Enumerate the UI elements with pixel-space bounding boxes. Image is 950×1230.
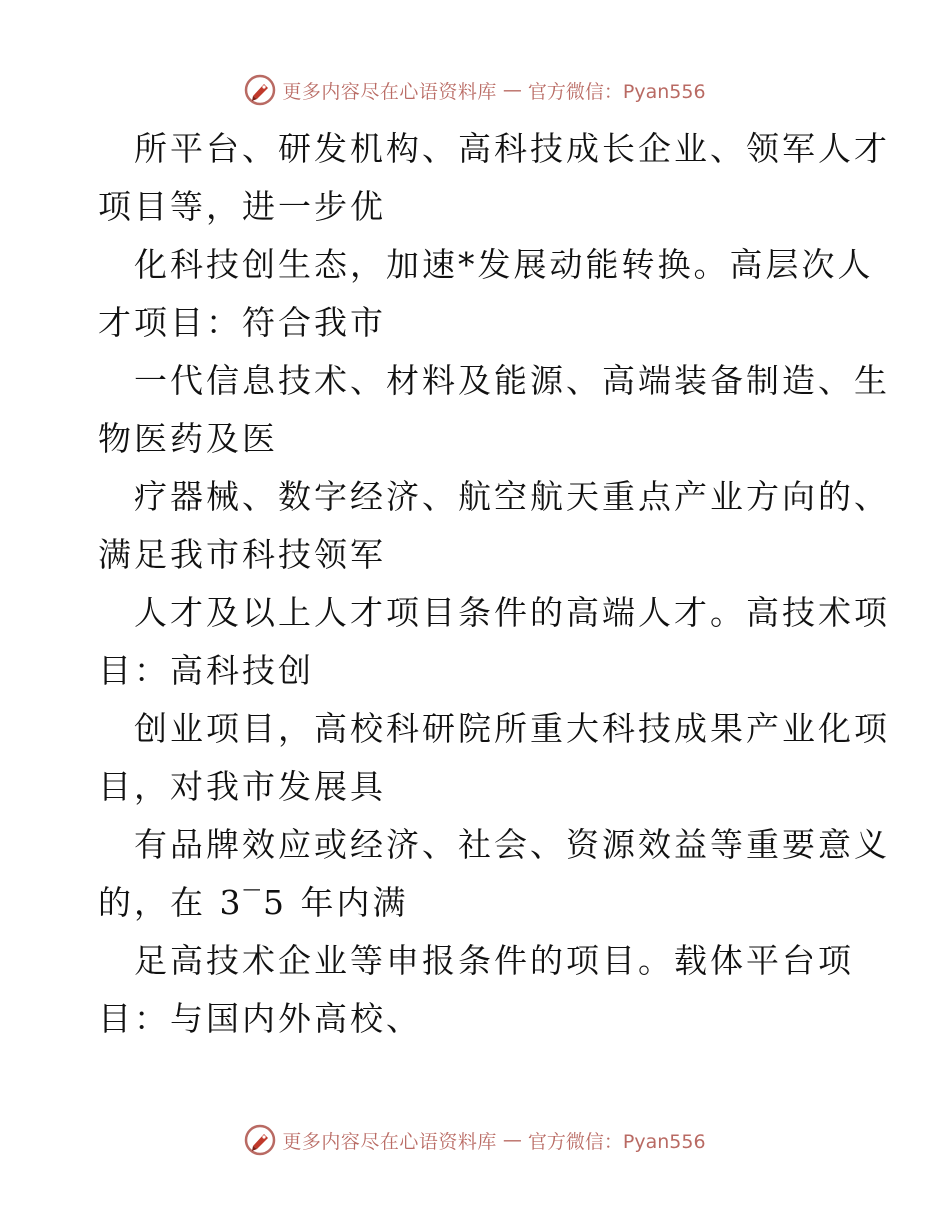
document-body [98, 120, 890, 1048]
footer-separator: — [502, 1129, 522, 1151]
pen-nib-logo-icon [244, 1124, 276, 1156]
body-line: 一代信息技术、材料及能源、高端装备制造、生 [134, 361, 890, 400]
header-banner [0, 70, 950, 110]
body-line: 有品牌效应或经济、社会、资源效益等重要意义 [134, 825, 890, 864]
body-line: 人才及以上人才项目条件的高端人才。高技术项 [134, 593, 890, 632]
body-line: 才项目：符合我市 [98, 303, 386, 342]
body-line: 创业项目，高校科研院所重大科技成果产业化项 [134, 709, 890, 748]
body-line: 的，在 3‾5 年内满 [98, 883, 409, 922]
header-title: 更多内容尽在心语资料库 [282, 80, 497, 103]
footer-wechat: 官方微信：Pyan556 [527, 1130, 706, 1153]
footer-title: 更多内容尽在心语资料库 [282, 1130, 497, 1153]
body-line: 所平台、研发机构、高科技成长企业、领军人才 [134, 129, 890, 168]
body-line: 物医药及医 [98, 419, 278, 458]
header-wechat: 官方微信：Pyan556 [527, 80, 706, 103]
pen-nib-logo-icon [244, 74, 276, 106]
body-line: 目：高科技创 [98, 651, 314, 690]
body-line: 疗器械、数字经济、航空航天重点产业方向的、 [134, 477, 890, 516]
body-line: 化科技创生态，加速*发展动能转换。高层次人 [134, 245, 874, 284]
footer-banner [0, 1120, 950, 1160]
body-line: 目，对我市发展具 [98, 767, 386, 806]
body-line: 目：与国内外高校、 [98, 999, 422, 1038]
header-separator: — [502, 79, 522, 101]
body-line: 满足我市科技领军 [98, 535, 386, 574]
body-line: 项目等，进一步优 [98, 187, 386, 226]
body-line: 足高技术企业等申报条件的项目。载体平台项 [134, 941, 854, 980]
